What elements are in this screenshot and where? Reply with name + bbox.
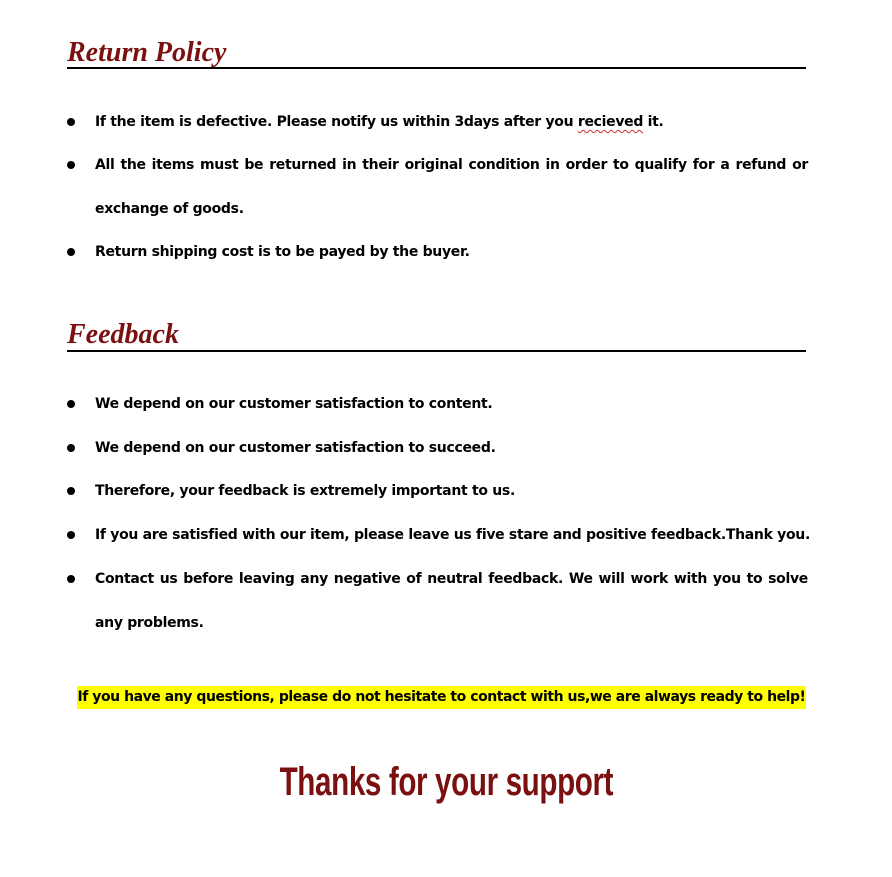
list-item	[67, 230, 808, 274]
list-item	[67, 143, 808, 231]
list-item-text-part: If the item is defective. Please notify us within 3days after you	[95, 114, 578, 130]
list-item	[67, 557, 808, 645]
list-item-text: We depend on our customer satisfaction to content.	[95, 396, 493, 412]
bullet-icon	[67, 575, 75, 583]
misspelled-word: recieved	[577, 114, 644, 130]
closing-message-text: Thanks for your support	[279, 760, 613, 804]
list-item	[67, 513, 808, 557]
feedback-title: Feedback	[67, 319, 179, 350]
closing-message	[0, 760, 892, 805]
bullet-icon	[67, 444, 75, 452]
contact-note-banner: If you have any questions, please do not hesitate to contact with us,we are always ready to help!	[77, 686, 806, 709]
list-item-text	[95, 100, 808, 144]
list-item	[67, 100, 808, 144]
bullet-icon	[67, 487, 75, 495]
list-item	[67, 469, 808, 513]
bullet-icon	[67, 118, 75, 126]
list-item-text: We depend on our customer satisfaction to succeed.	[95, 440, 496, 456]
bullet-icon	[67, 161, 75, 169]
list-item	[67, 382, 808, 426]
bullet-icon	[67, 400, 75, 408]
list-item-text: All the items must be returned in their original condition in order to qualify for a refund or exchange of goods.	[95, 157, 808, 217]
bullet-icon	[67, 531, 75, 539]
list-item-text: Return shipping cost is to be payed by the buyer.	[95, 244, 470, 260]
return-policy-divider	[67, 67, 806, 69]
list-item	[67, 426, 808, 470]
list-item-text-part: it.	[643, 114, 664, 130]
list-item-text: Contact us before leaving any negative of neutral feedback. We will work with you to solve any problems.	[95, 571, 808, 631]
return-policy-title: Return Policy	[67, 37, 227, 68]
feedback-divider	[67, 350, 806, 352]
bullet-icon	[67, 248, 75, 256]
list-item-text: If you are satisfied with our item, please leave us five stare and positive feedback.Thank you.	[95, 527, 810, 543]
list-item-text: Therefore, your feedback is extremely important to us.	[95, 483, 515, 499]
